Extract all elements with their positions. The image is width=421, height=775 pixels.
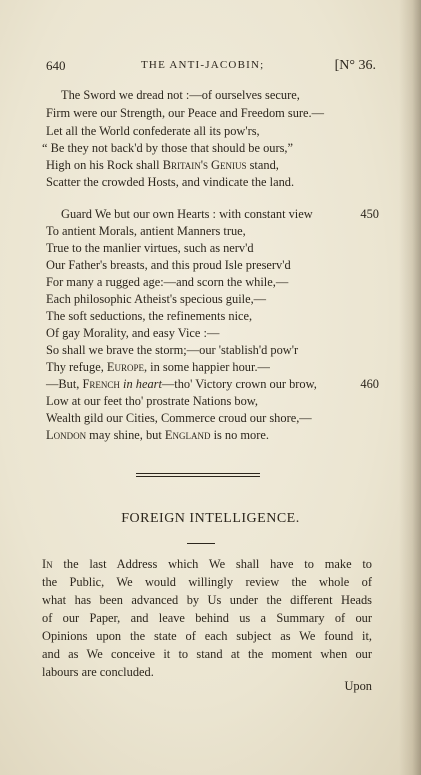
verse-line: Scatter the crowded Hosts, and vindicate the land. (46, 175, 295, 189)
section-title: FOREIGN INTELLIGENCE. (121, 511, 300, 526)
prose-line: labours are concluded. (42, 665, 154, 679)
verse-line: —But, French in heart—tho' Victory crown our brow, 460 (46, 377, 379, 391)
line-number: 460 (360, 377, 379, 391)
verse-line: For many a rugged age:—and scorn the while,— (46, 275, 289, 289)
verse-line: Our Father's breasts, and this proud Isle preserv'd (46, 258, 291, 272)
verse-line: The Sword we dread not :—of ourselves secure, (61, 88, 300, 102)
verse-line: So shall we brave the storm;—our 'stablish'd pow'r (46, 343, 299, 357)
running-title: THE ANTI-JACOBIN; (141, 59, 265, 71)
verse-line: The soft seductions, the refinements nice, (46, 309, 253, 323)
prose-paragraph (42, 555, 372, 681)
catchword: Upon (344, 679, 372, 693)
section-divider (136, 473, 260, 474)
verse-line: London may shine, but England is no more. (46, 428, 269, 442)
prose-line: of our Paper, and leave behind us a Summary of our (42, 611, 372, 625)
line-number: 450 (360, 207, 379, 221)
page-header (46, 58, 376, 78)
page-gutter-shadow (399, 0, 421, 775)
prose-line: the Public, We would willingly review the whole of (42, 575, 372, 589)
issue-number: [N° 36. (334, 58, 376, 73)
prose-line: Opinions upon the state of each subject as We found it, (42, 629, 372, 643)
verse-line: High on his Rock shall Britain's Genius stand, (46, 158, 279, 172)
verse-line: Of gay Morality, and easy Vice :— (46, 326, 220, 340)
page-number: 640 (46, 58, 66, 73)
verse-line: To antient Morals, antient Manners true, (46, 224, 246, 238)
verse-line: Low at our feet tho' prostrate Nations bow, (46, 394, 259, 408)
verse-line: Guard We but our own Hearts : with constant view 450 (61, 207, 379, 221)
verse-line: Each philosophic Atheist's specious guile,— (46, 292, 267, 306)
prose-line: and as We conceive it to stand at the moment when our (42, 647, 372, 661)
verse-line: Let all the World confederate all its pow'rs, (46, 124, 260, 138)
section-divider (136, 476, 260, 477)
verse-line: Thy refuge, Europe, in some happier hour.— (46, 360, 270, 374)
prose-line: In the last Address which We shall have to make to (42, 557, 372, 571)
verse-line: “ Be they not back'd by those that should be ours,” (42, 141, 294, 155)
title-rule (187, 543, 215, 544)
verse-line: Firm were our Strength, our Peace and Freedom sure.— (46, 106, 325, 120)
verse-line: True to the manlier virtues, such as nerv'd (46, 241, 254, 255)
verse-line: Wealth gild our Cities, Commerce croud our shore,— (46, 411, 312, 425)
prose-line: what has been advanced by Us under the different Heads (42, 593, 372, 607)
